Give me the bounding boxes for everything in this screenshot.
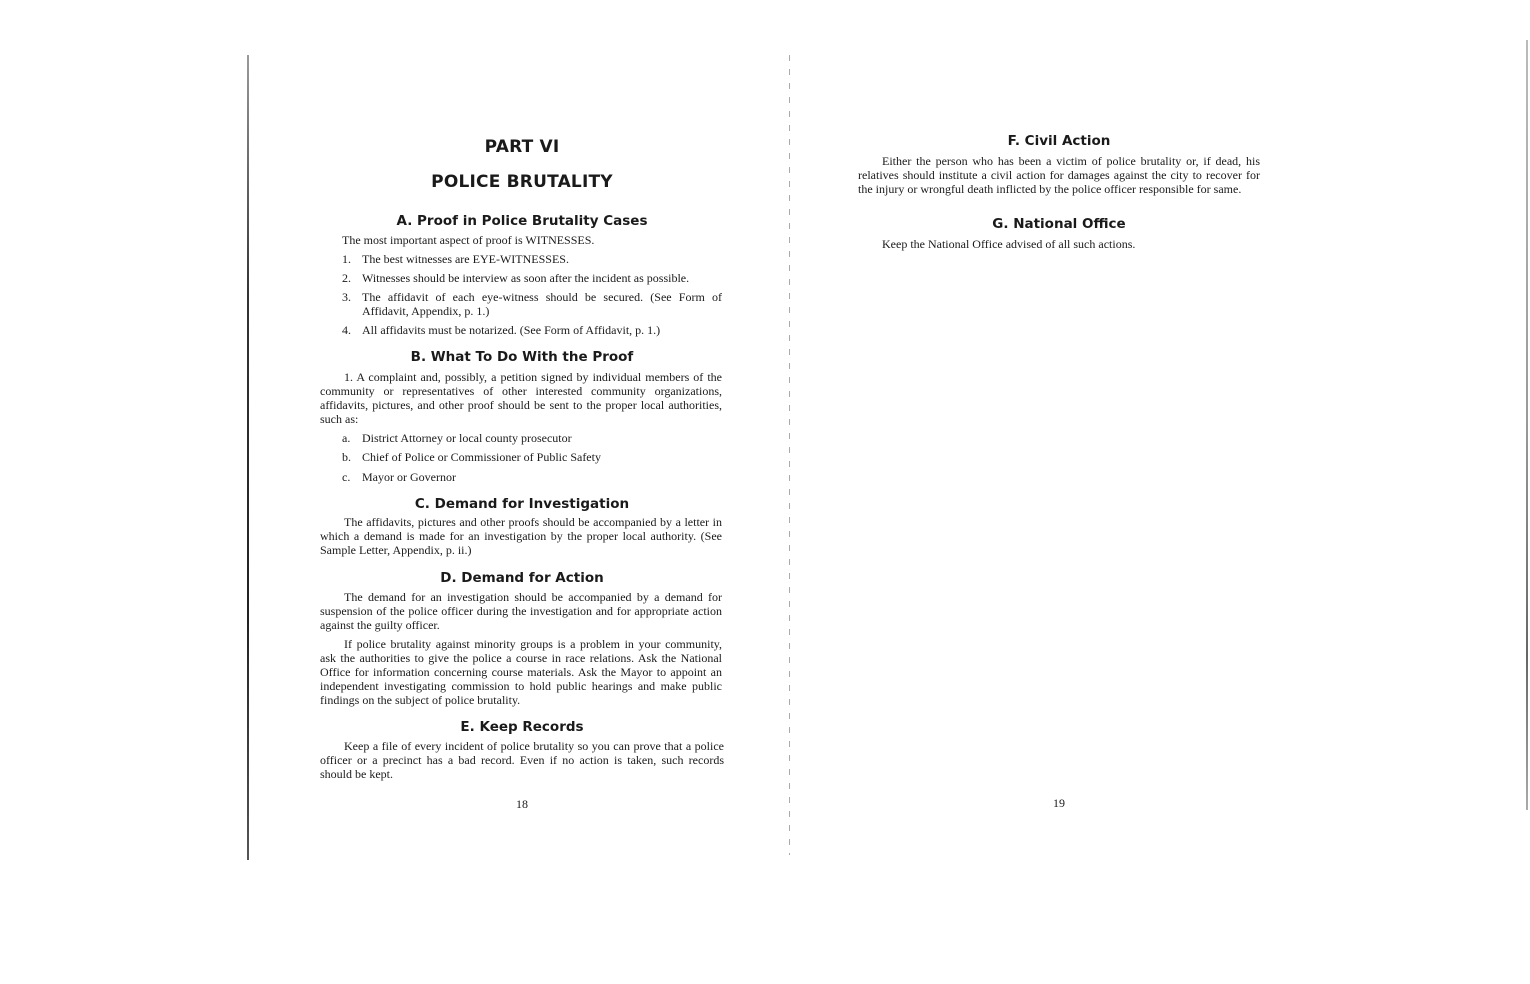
list-item: 4. All affidavits must be notarized. (See Form of Affidavit, p. 1.) [342,323,661,337]
section-b-body: 1. A complaint and, possibly, a petition signed by individual members of the community or representatives of other interested community organizations, affidavits, pictures, and other proof should be sent to the proper local authorities, such as: [320,370,722,426]
chapter-title: POLICE BRUTALITY [431,172,613,192]
list-item: b. Chief of Police or Commissioner of Public Safety [342,450,601,464]
section-d-body-1: The demand for an investigation should be accompanied by a demand for suspension of the police officer during the investigation and for appropriate action against the guilty officer. [320,590,722,632]
section-b-heading: B. What To Do With the Proof [410,349,634,365]
list-item: c. Mayor or Governor [342,470,456,484]
section-c-body: The affidavits, pictures and other proofs should be accompanied by a letter in which a demand is made for an investigation by the proper local authority. (See Sample Letter, Appendix, p. ii.) [320,515,722,557]
section-a-intro: The most important aspect of proof is WITNESSES. [342,233,595,247]
list-item: a. District Attorney or local county prosecutor [342,431,572,445]
section-a-heading: A. Proof in Police Brutality Cases [396,213,648,229]
section-f-heading: F. Civil Action [1007,133,1111,149]
left-page-edge [247,55,249,860]
right-page-edge [1526,40,1528,810]
list-item: 1. The best witnesses are EYE-WITNESSES. [342,252,569,266]
section-e-heading: E. Keep Records [460,719,584,735]
part-heading: PART VI [484,137,560,157]
page-number: 19 [1053,796,1065,810]
section-f-body: Either the person who has been a victim of police brutality or, if dead, his relatives should institute a civil action for damages against the city to recover for the injury or wrongful death inflicted by the police officer responsible for same. [858,154,1260,196]
section-c-heading: C. Demand for Investigation [414,496,630,512]
list-item: 3. The affidavit of each eye-witness should be secured. (See Form of Affidavit, Appendix, p. 1.) [342,290,722,318]
section-e-body: Keep a file of every incident of police brutality so you can prove that a police officer or a precinct has a bad record. Even if no action is taken, such records should be kept. [320,739,724,781]
section-g-heading: G. National Office [992,216,1126,232]
gutter-fold [789,55,790,855]
section-d-heading: D. Demand for Action [440,570,604,586]
list-item: 2. Witnesses should be interview as soon after the incident as possible. [342,271,690,285]
section-d-body-2: If police brutality against minority groups is a problem in your community, ask the authorities to give the police a course in race relations. Ask the National Office for information concerning course materials. Ask the Mayor to appoint an independent investigating commission to hold public hearings and make public findings on the subject of police brutality. [320,637,722,707]
page-number: 18 [516,797,528,811]
section-g-body: Keep the National Office advised of all such actions. [882,237,1136,251]
